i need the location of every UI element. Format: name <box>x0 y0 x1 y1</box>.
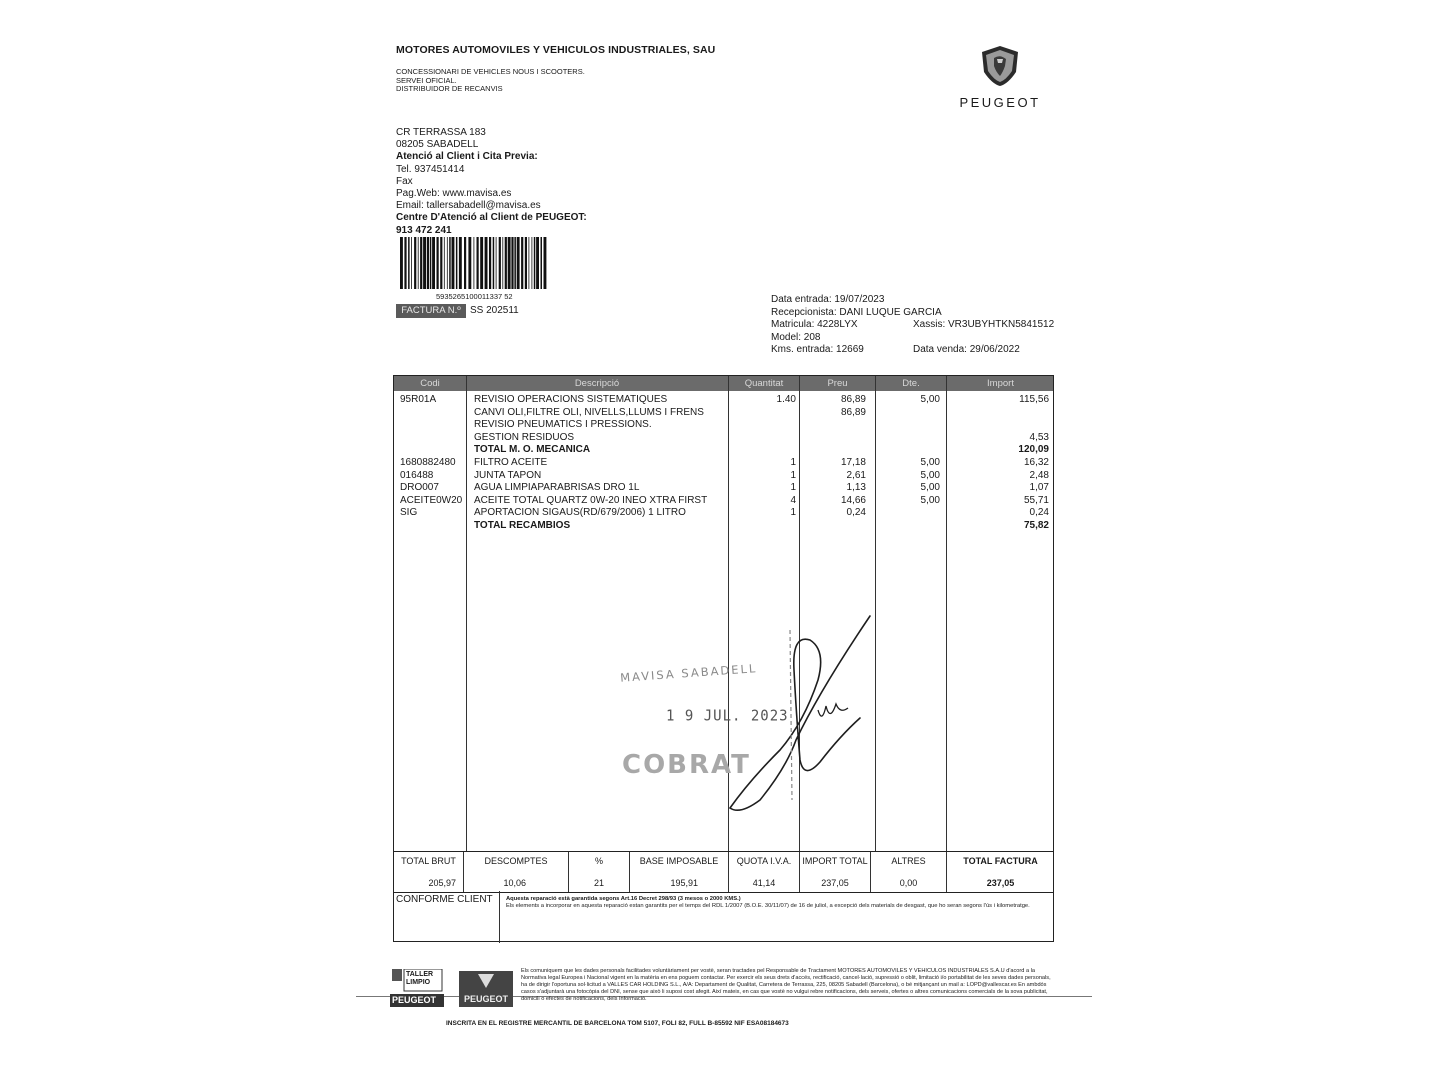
city: 08205 SABADELL <box>396 139 479 151</box>
barcode-bar <box>541 237 543 289</box>
cell-desc: AGUA LIMPIAPARABRISAS DRO 1L <box>474 482 640 494</box>
fax: Fax <box>396 175 413 187</box>
street: CR TERRASSA 183 <box>396 127 486 138</box>
cell-desc: APORTACION SIGAUS(RD/679/2006) 1 LITRO <box>474 507 686 519</box>
barcode-bar <box>408 237 410 289</box>
column-divider <box>499 891 500 943</box>
tax-base-label: BASE IMPOSABLE <box>639 856 719 866</box>
telephone: Tel. 937451414 <box>396 163 465 175</box>
barcode-bar <box>499 237 501 289</box>
barcode-bar <box>532 237 533 289</box>
warranty-text <box>506 896 1046 910</box>
cell-dte: 5,00 <box>920 469 940 481</box>
barcode-bar <box>411 237 412 289</box>
cell-import: 1,07 <box>1029 482 1049 494</box>
percent-value: 21 <box>593 878 604 888</box>
cell-codi: 016488 <box>400 469 434 481</box>
barcode-bar <box>459 237 462 289</box>
company-name: MOTORES AUTOMOVILES Y VEHICULOS INDUSTRIALES, SAU <box>396 44 716 56</box>
header-price: Preu <box>827 378 848 389</box>
header-codi: Codi <box>420 378 440 389</box>
others-label: ALTRES <box>891 856 926 866</box>
cell-qty: 1.40 <box>776 394 796 405</box>
cell-dte: 5,00 <box>920 394 940 405</box>
header-description: Descripció <box>574 378 620 389</box>
barcode-bar <box>489 237 491 289</box>
cell-preu: 0,24 <box>846 507 866 519</box>
cell-dte: 5,00 <box>920 494 940 506</box>
taller-brand: PEUGEOT <box>392 995 437 1005</box>
sale-date: Data venda: 29/06/2022 <box>913 344 1020 355</box>
tagline-line: DISTRIBUIDOR DE RECANVIS <box>396 84 503 93</box>
totals-row <box>394 851 1053 893</box>
barcode-bar <box>432 237 435 289</box>
barcode-bar <box>423 237 426 289</box>
barcode-bar <box>477 237 479 289</box>
vehicle-info <box>771 294 1061 357</box>
conforme-label: CONFORME CLIENT <box>396 894 493 905</box>
barcode-bar <box>493 237 495 289</box>
cell-codi: 95R01A <box>400 394 437 405</box>
barcode-bar <box>468 237 471 289</box>
stamp-date: 1 9 JUL. 2023 <box>666 707 789 725</box>
barcode-bar <box>536 237 539 289</box>
tax-base-value: 195,91 <box>670 878 698 888</box>
taller-line: TALLER <box>406 971 434 978</box>
total-invoice-value: 237,05 <box>986 878 1015 888</box>
shield-icon <box>476 973 496 989</box>
import-total-value: 237,05 <box>821 878 849 888</box>
total-invoice-label: TOTAL FACTURA <box>963 856 1038 866</box>
barcode-bar <box>418 237 419 289</box>
cell-desc: REVISIO PNEUMATICS I PRESSIONS. <box>474 419 652 431</box>
barcode-bar <box>400 237 403 289</box>
peugeot-logo <box>946 44 1054 110</box>
cell-qty: 1 <box>790 507 796 519</box>
barcode-bar <box>534 237 536 289</box>
cell-codi: SIG <box>400 507 418 519</box>
stamp-status: COBRAT <box>622 750 751 780</box>
barcode-bar <box>502 237 503 289</box>
peugeot-refurbished-logo <box>459 971 513 1007</box>
cell-codi: 1680882480 <box>400 457 456 468</box>
barcode-bar <box>508 237 511 289</box>
cell-dte: 5,00 <box>920 457 940 468</box>
barcode-bar <box>420 237 422 289</box>
barcode-bar <box>427 237 429 289</box>
cell-desc: TOTAL M. O. MECANICA <box>474 444 591 456</box>
tagline-line: SERVEI OFICIAL. <box>396 75 457 85</box>
cell-codi: DRO007 <box>400 482 439 494</box>
cell-preu: 86,89 <box>840 406 866 418</box>
barcode-bar <box>525 237 527 289</box>
model: Model: 208 <box>771 331 821 343</box>
others-value: 0,00 <box>899 878 918 888</box>
barcode-bar <box>496 237 497 289</box>
barcode-bar <box>430 237 432 289</box>
tagline-line: CONCESSIONARI DE VEHICLES NOUS I SCOOTERS. <box>396 67 585 76</box>
barcode-bar <box>505 237 507 289</box>
vat-label: QUOTA I.V.A. <box>736 856 792 866</box>
import-total-label: IMPORT TOTAL <box>802 856 868 866</box>
limpio-line: LIMPIO <box>406 979 431 986</box>
barcode-bar <box>404 237 406 289</box>
barcode-bar <box>480 237 483 289</box>
cell-import: 115,56 <box>1019 394 1049 405</box>
cell-dte: 5,00 <box>920 482 940 494</box>
barcode-bar <box>511 237 513 289</box>
taller-limpio-logo <box>390 969 444 1007</box>
vat-value: 41,14 <box>752 878 776 888</box>
cell-preu: 86,89 <box>840 394 866 405</box>
barcode-bar <box>456 237 458 289</box>
barcode-bar <box>452 237 455 289</box>
barcode-bar <box>414 237 416 289</box>
barcode-bar <box>444 237 445 289</box>
ref-brand: PEUGEOT <box>463 994 508 1004</box>
receptionist: Recepcionista: DANI LUQUE GARCIA <box>771 306 942 318</box>
barcode-bar <box>437 237 439 289</box>
header-amount: Import <box>987 378 1014 389</box>
barcode-bar <box>474 237 475 289</box>
website: Pag.Web: www.mavisa.es <box>396 188 512 200</box>
cell-desc: TOTAL RECAMBIOS <box>474 520 571 531</box>
plate-row <box>771 319 1061 332</box>
signature <box>700 610 880 820</box>
barcode <box>400 237 548 289</box>
warranty-line: Aquesta reparació està garantida segons Art.16 Decret 298/93 (3 mesos o 2000 KMS.) <box>506 896 741 902</box>
cell-desc: JUNTA TAPON <box>474 469 542 481</box>
barcode-bar <box>529 237 530 289</box>
cell-import: 0,24 <box>1029 507 1049 519</box>
warranty-line: Els elements a incorporar en aquesta reparació estan garantits per el temps del RDL 1/2007 (B.O.E. 30/11/07) de 16 de juliol, a excepció dels materials de desgast, que ho seran segons l'ús i kilometratge. <box>506 903 1030 909</box>
entry-date: Data entrada: 19/07/2023 <box>771 294 885 305</box>
cell-import: 120,09 <box>1018 444 1049 456</box>
brand-name: PEUGEOT <box>959 95 1041 110</box>
barcode-bar <box>440 237 442 289</box>
cell-import: 4,53 <box>1029 431 1049 443</box>
invoice-label: FACTURA N.º <box>396 304 466 318</box>
plate: Matricula: 4228LYX <box>771 319 858 330</box>
address-block <box>396 127 587 237</box>
cell-qty: 1 <box>790 482 796 494</box>
total-brut-label: TOTAL BRUT <box>401 856 456 866</box>
chassis: Xassis: VR3UBYHTKN5841512 <box>913 319 1055 330</box>
barcode-bar <box>514 237 516 289</box>
cell-desc: REVISIO OPERACIONS SISTEMATIQUES <box>474 394 668 405</box>
cell-qty: 1 <box>790 469 796 481</box>
barcode-bar <box>485 237 488 289</box>
cell-preu: 14,66 <box>840 494 866 506</box>
discounts-label: DESCOMPTES <box>484 856 548 866</box>
cell-import: 16,32 <box>1023 457 1049 468</box>
kms-row <box>771 344 1061 357</box>
company-tagline <box>396 68 585 94</box>
attention-heading: Atenció al Client i Cita Previa: <box>396 151 538 163</box>
cell-preu: 1,13 <box>846 482 866 494</box>
barcode-bar <box>544 237 547 289</box>
cell-import: 55,71 <box>1023 494 1049 506</box>
barcode-bar <box>449 237 451 289</box>
customer-conformity <box>394 891 1053 943</box>
stamp-name: MAVISA SABADELL <box>619 661 758 685</box>
discounts-value: 10,06 <box>503 878 526 888</box>
header-quantity: Quantitat <box>744 378 784 389</box>
percent-label: % <box>594 856 603 866</box>
peugeot-lion-icon <box>978 44 1022 88</box>
privacy-notice: Els comuniquem que les dades personals facilitades voluntàriament per vostè, seran tractades pel Responsable de Tractament MOTORES AUTOMOVILES Y VEHICULOS INDUSTRIALES S.A.U d'acord a la Normativa legal Europea i Nacional vigent en la matèria en ens poguem contactar. Per exercir els seus drets d'accés, rectificació, cancel·lació, supressió o oblit, limitació i/o portabilitat de les seves dades personals, ha de dirigir l'oportuna sol·licitud a VALLES CAR HOLDING S.L., A/A: Departament de Qualitat, Carretera de Terrassa, 225, 08205 Sabadell (Barcelona), o bé mitjançant un mail a: LOPD@vallescar.es En ambdós casos s'adjuntarà una fotocòpia del DNI, sense que això li suposi cost afegit. Així mateix, en cas que vostè no vulgui rebre notificacions, dels serveis, ofertes o altres comunicacions comercials de la sova publicitat, domicili o efectes de notificacions, dels Informació. <box>521 968 1051 1002</box>
invoice-number: SS 202511 <box>470 305 519 316</box>
barcode-bar <box>464 237 466 289</box>
column-divider <box>466 376 467 851</box>
barcode-number: 5935265100011337 52 <box>436 292 513 301</box>
cell-desc: CANVI OLI,FILTRE OLI, NIVELLS,LLUMS I FRENS <box>474 406 704 418</box>
cell-desc: ACEITE TOTAL QUARTZ 0W-20 INEO XTRA FIRST <box>474 494 708 506</box>
table-header <box>394 376 1053 391</box>
header-discount: Dte. <box>902 378 920 389</box>
cell-desc: FILTRO ACEITE <box>474 457 548 468</box>
email: Email: tallersabadell@mavisa.es <box>396 200 541 212</box>
barcode-bar <box>447 237 448 289</box>
kms-entry: Kms. entrada: 12669 <box>771 344 864 355</box>
cell-preu: 2,61 <box>846 469 866 481</box>
registry-info: INSCRITA EN EL REGISTRE MERCANTIL DE BARCELONA TOM 5107, FOLI 82, FULL B-85592 NIF ESA08184673 <box>446 1020 789 1027</box>
cell-import: 75,82 <box>1023 520 1049 531</box>
centre-heading: Centre D'Atenció al Client de PEUGEOT: <box>396 212 587 224</box>
barcode-bar <box>521 237 523 289</box>
cell-desc: GESTION RESIDUOS <box>474 431 575 443</box>
cell-preu: 17,18 <box>840 457 866 468</box>
cell-qty: 1 <box>790 457 796 468</box>
total-brut-value: 205,97 <box>428 878 456 888</box>
cell-qty: 4 <box>790 494 796 506</box>
centre-phone: 913 472 241 <box>396 224 452 236</box>
barcode-bar <box>517 237 520 289</box>
cell-import: 2,48 <box>1029 469 1049 481</box>
cell-codi: ACEITE0W20 <box>400 494 463 506</box>
